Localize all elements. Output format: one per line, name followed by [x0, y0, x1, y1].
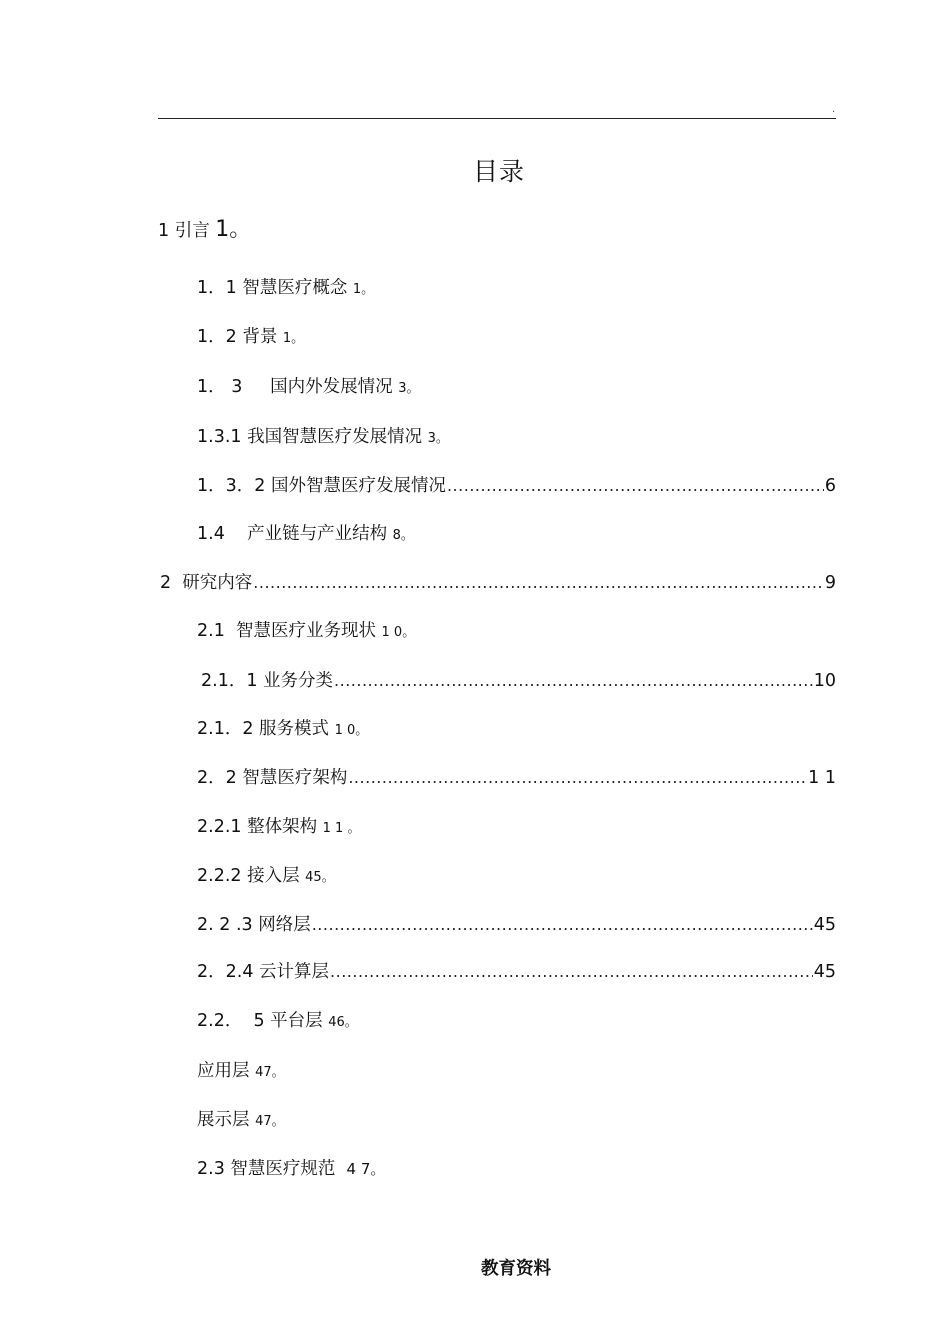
toc-entry[interactable]: [197, 325, 304, 351]
toc-entry[interactable]: [197, 375, 420, 401]
toc-entry-label: 2.2.1 整体架构: [197, 817, 323, 837]
toc-entry-label: 2 研究内容: [160, 573, 253, 593]
toc-entry-page: 46。: [328, 1015, 358, 1030]
toc-entry-page: 1。: [352, 282, 375, 297]
toc-entry[interactable]: [197, 1157, 385, 1181]
toc-entry[interactable]: [158, 218, 251, 243]
page-footer: 教育资料: [481, 1259, 551, 1279]
toc-entry-page: 1 1 。: [322, 821, 361, 836]
toc-entry-label: 1．2 背景: [197, 327, 283, 347]
toc-entry-label: 2.1 智慧医疗业务现状: [197, 621, 382, 641]
toc-entry-label: 1.3.1 我国智慧医疗发展情况: [197, 427, 428, 447]
toc-entry[interactable]: [197, 717, 368, 743]
toc-entry-label: 1 引言: [158, 221, 216, 241]
toc-entry-label: 2.2.2 接入层: [197, 866, 306, 886]
toc-entry-page: 1 0。: [381, 625, 416, 640]
toc-entry-page: 4 7。: [346, 1160, 386, 1178]
toc-entry-label: 2.2． 5 平台层: [197, 1011, 329, 1031]
toc-entry[interactable]: [197, 1108, 285, 1134]
toc-entry[interactable]: [197, 766, 836, 790]
dot-leader: [348, 766, 807, 790]
toc-entry-label: 2．2 智慧医疗架构: [197, 768, 348, 788]
toc-entry-page: 47。: [255, 1114, 285, 1129]
toc-entry-page: 1。: [282, 331, 305, 346]
toc-entry[interactable]: [197, 913, 836, 937]
toc-entry-label: 展示层: [197, 1110, 256, 1130]
toc-entry-page: 3。: [427, 431, 449, 446]
toc-entry-label: 2.1．1 业务分类: [201, 671, 334, 691]
toc-entry[interactable]: [197, 619, 415, 645]
toc-entry[interactable]: [197, 474, 836, 498]
dot-leader: [253, 571, 824, 595]
toc-entry-label: 2．2.4 云计算层: [197, 962, 330, 982]
toc-entry-label: 1．3．2 国外智慧医疗发展情况: [197, 476, 446, 496]
toc-entry-label: 1.4 产业链与产业结构: [197, 524, 393, 544]
toc-entry[interactable]: [197, 276, 374, 302]
header-mark: .: [832, 104, 836, 115]
toc-entry[interactable]: [201, 669, 836, 693]
toc-entry-page: 1 1: [808, 768, 836, 788]
toc-entry-label: 2. 2 .3 网络层: [197, 915, 311, 935]
toc-entry-label: 1． 3 国内外发展情况: [197, 377, 399, 397]
toc-entry[interactable]: [197, 522, 414, 548]
toc-entry[interactable]: [197, 1059, 285, 1085]
toc-entry[interactable]: [197, 425, 449, 451]
toc-entry-page: 47。: [255, 1065, 285, 1080]
toc-entry-page: 45。: [305, 870, 335, 885]
toc-entry-label: 2.3 智慧医疗规范: [197, 1159, 347, 1179]
dot-leader: [312, 913, 813, 937]
toc-entry-page: 1。: [215, 217, 252, 242]
toc-entry-label: 应用层: [197, 1061, 256, 1081]
toc-entry-page: 9: [824, 573, 836, 593]
toc-entry-page: 1 0。: [334, 723, 369, 738]
toc-entry-page: 45: [813, 962, 836, 982]
toc-entry-page: 3。: [398, 381, 420, 396]
toc-entry-page: 8。: [392, 528, 414, 543]
page-title: 目录: [472, 157, 525, 186]
toc-entry-page: 10: [813, 671, 836, 691]
toc-entry-label: 2.1．2 服务模式: [197, 719, 335, 739]
dot-leader: [447, 474, 824, 498]
toc-entry-page: 45: [813, 915, 836, 935]
toc-entry[interactable]: [160, 571, 836, 595]
toc-entry[interactable]: [197, 1009, 358, 1035]
toc-entry-page: 6: [824, 476, 836, 496]
dot-leader: [334, 669, 813, 693]
dot-leader: [330, 960, 813, 984]
toc-entry[interactable]: [197, 864, 335, 890]
toc-entry-label: 1．1 智慧医疗概念: [197, 278, 353, 298]
toc-entry[interactable]: [197, 960, 836, 984]
toc-entry[interactable]: [197, 815, 360, 841]
